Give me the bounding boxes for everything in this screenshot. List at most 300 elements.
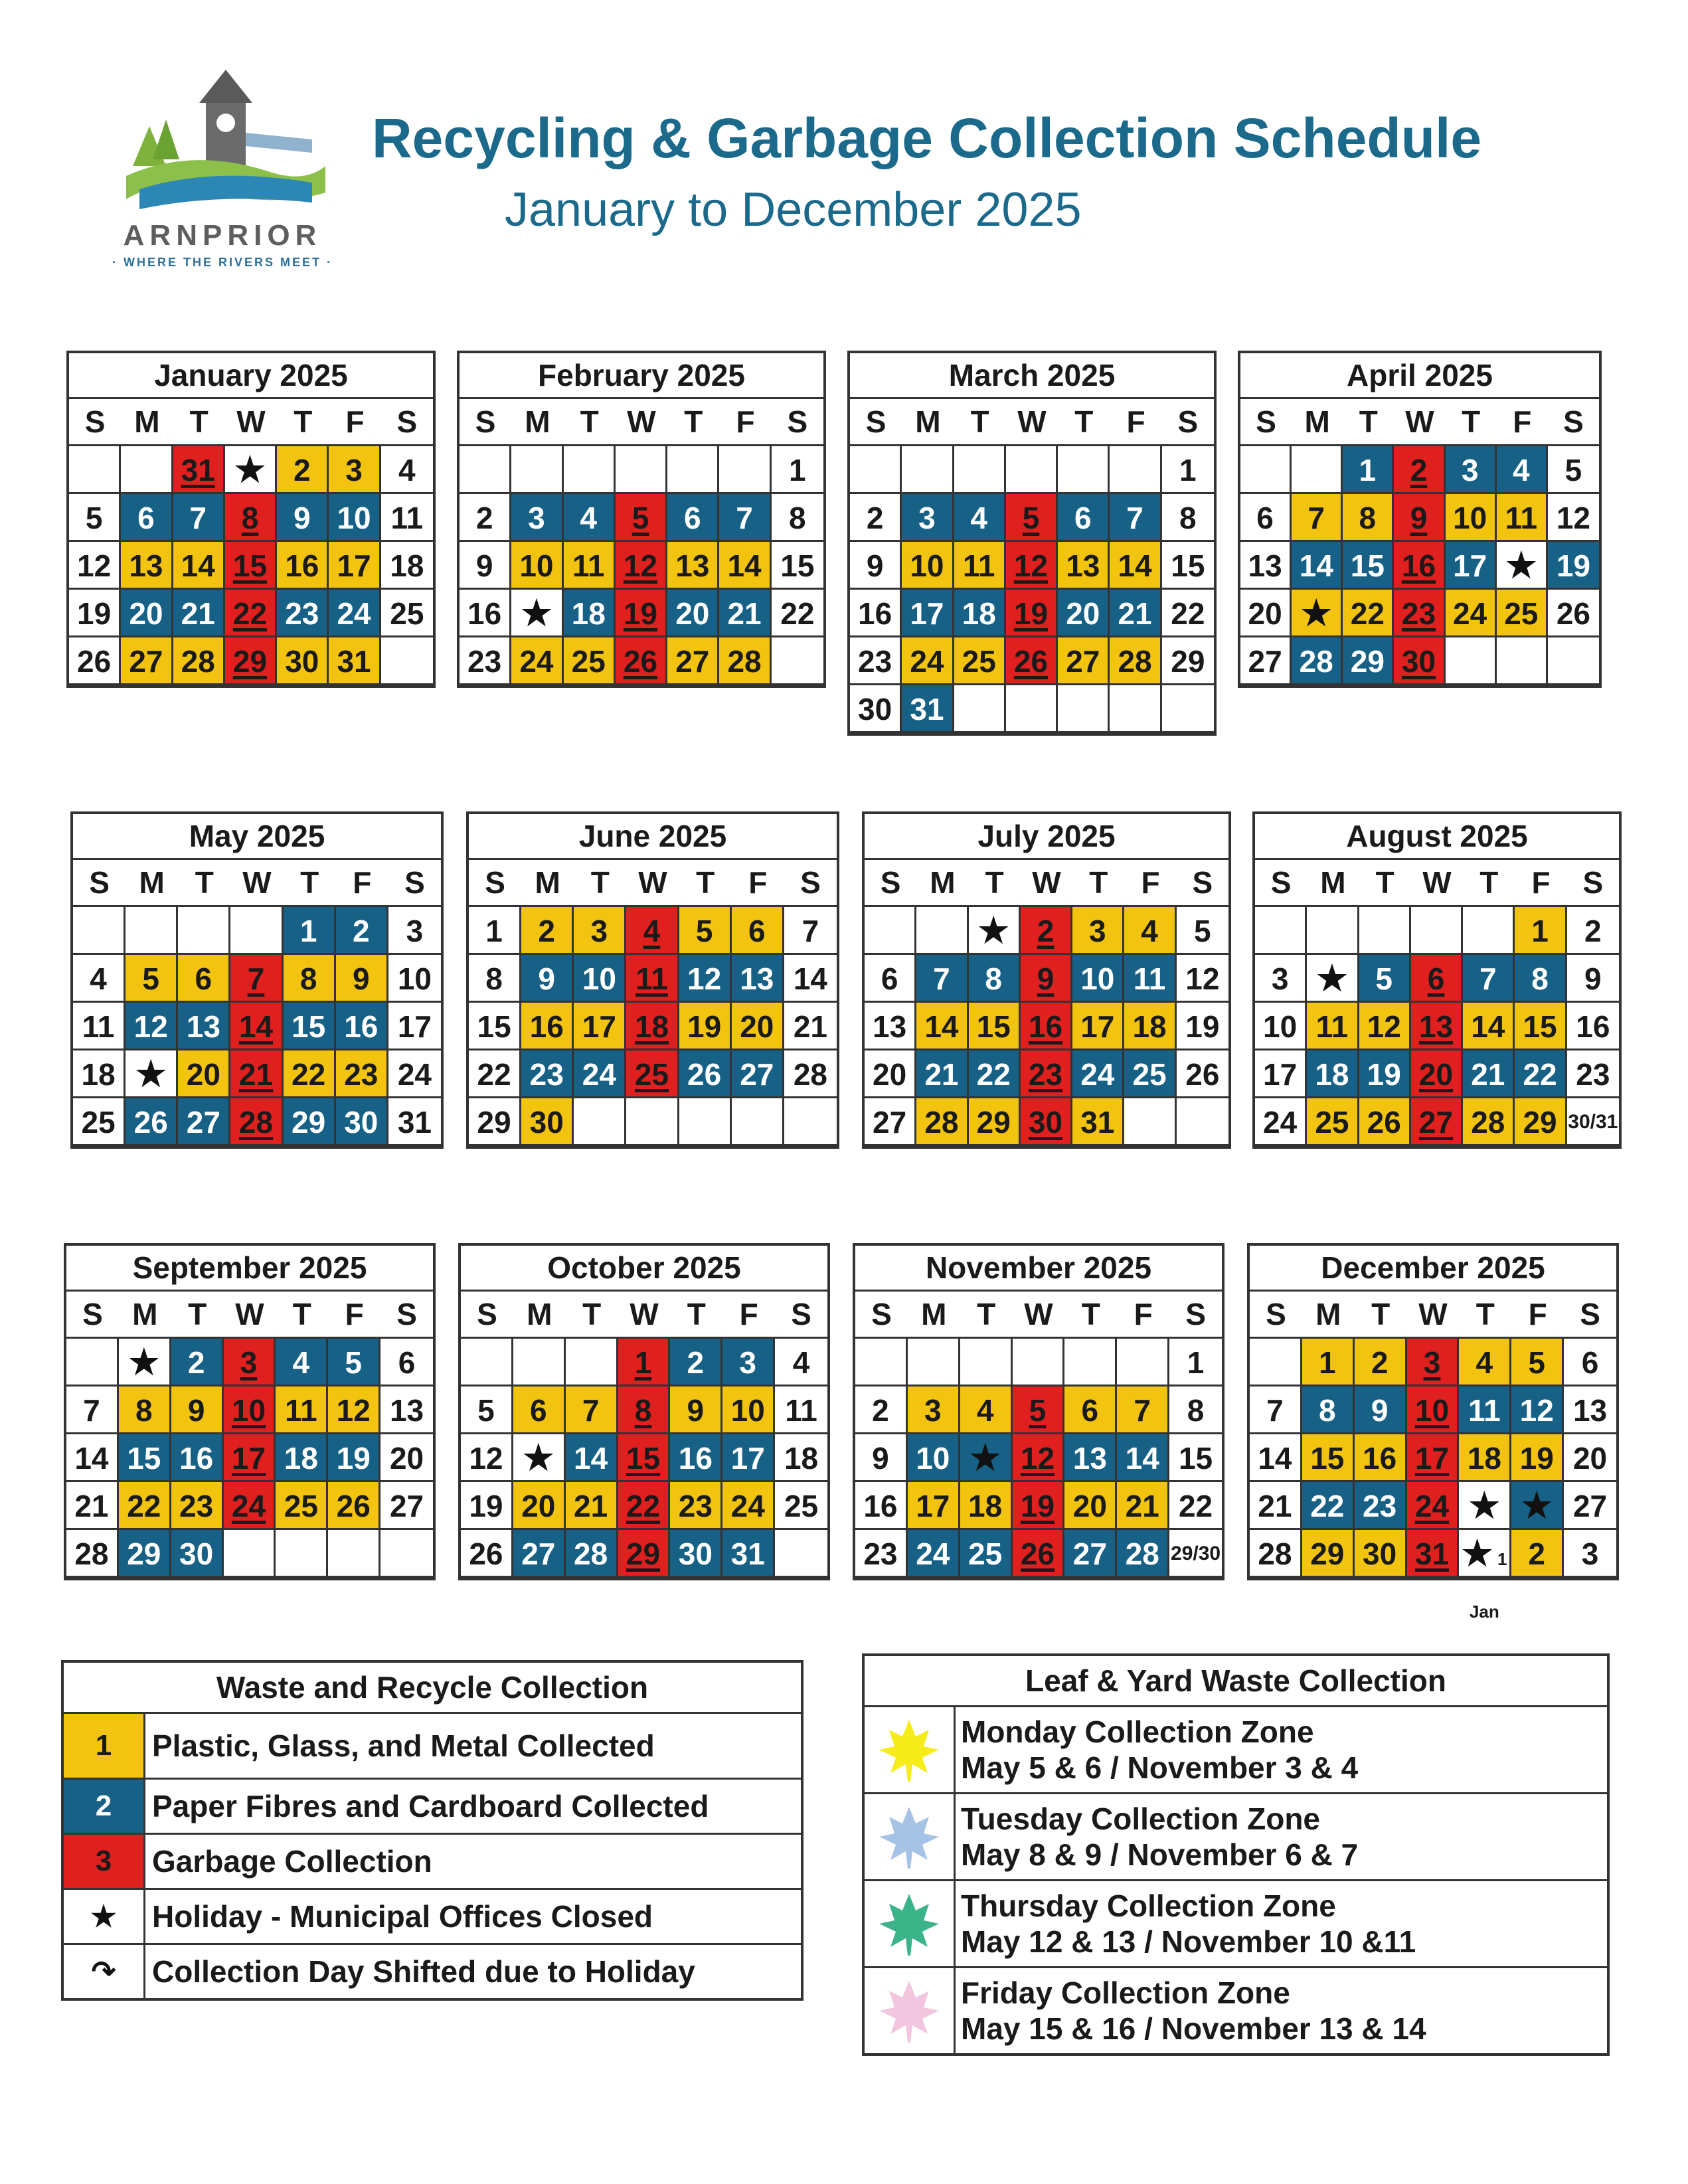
weekday-label: F [739, 1297, 758, 1331]
day-cell: 11 [1124, 955, 1176, 1003]
day-grid [69, 446, 433, 685]
weekday-header [469, 860, 837, 907]
day-cell: 26 [1177, 1050, 1228, 1098]
page-title: Recycling & Garbage Collection Schedule [372, 107, 1482, 169]
day-cell: 15 [969, 1003, 1021, 1050]
empty-cell [461, 1339, 513, 1386]
day-cell: 8 [225, 494, 277, 542]
weekday-label: T [188, 1297, 207, 1331]
legend-label: Paper Fibres and Cardboard Collected [152, 1789, 709, 1823]
day-cell: 22 [772, 590, 823, 637]
day-cell: 17 [902, 590, 954, 637]
day-cell: 26 [461, 1530, 513, 1578]
weekday-label: S [404, 865, 425, 900]
leaf-legend-row [865, 1707, 1607, 1794]
day-cell: 14 [566, 1434, 618, 1482]
day-cell: 1 [1515, 907, 1566, 955]
empty-cell [679, 1098, 732, 1146]
day-cell: 27 [380, 1482, 433, 1530]
holiday-star-icon: ★ [969, 907, 1021, 955]
day-cell: 16 [1355, 1434, 1407, 1482]
month-name: November 2025 [855, 1246, 1222, 1292]
day-cell: 24 [224, 1482, 276, 1530]
weekday-label: S [1177, 404, 1199, 439]
day-cell: 5 [461, 1386, 513, 1434]
empty-cell [719, 446, 771, 494]
weekday-label: T [1359, 404, 1378, 439]
weekday-label: S [485, 865, 505, 900]
maple-leaf-icon [865, 1707, 956, 1792]
day-cell: 9 [1394, 494, 1445, 542]
holiday-star-icon: ★ [1459, 1482, 1511, 1530]
day-grid [855, 1339, 1222, 1578]
waste-legend [61, 1660, 803, 2001]
day-cell: 14 [1463, 1003, 1515, 1050]
day-cell: 9 [171, 1386, 224, 1434]
day-cell: 20 [1240, 590, 1292, 637]
day-cell: 10 [908, 1434, 960, 1482]
day-cell: 18 [73, 1050, 126, 1098]
day-cell: 5 [328, 1339, 380, 1386]
day-cell: 21 [66, 1482, 119, 1530]
day-cell: 29 [1343, 637, 1394, 685]
day-cell: 19 [1013, 1482, 1065, 1530]
day-cell: 9 [1355, 1386, 1407, 1434]
leaf-zone-dates: May 8 & 9 / November 6 & 7 [961, 1837, 1359, 1872]
day-cell: 28 [1110, 637, 1161, 685]
day-cell: 12 [616, 542, 667, 590]
day-cell: 26 [679, 1050, 732, 1098]
weekday-label: S [1270, 865, 1292, 900]
day-cell: 13 [1058, 542, 1110, 590]
day-cell: 1 [1162, 446, 1214, 494]
day-cell: 24 [908, 1530, 960, 1578]
day-cell: 18 [1124, 1003, 1176, 1050]
day-cell: 28 [916, 1098, 968, 1146]
day-cell: 31 [173, 446, 225, 494]
day-cell: 16 [521, 1003, 574, 1050]
empty-cell [513, 1339, 566, 1386]
day-cell: 30 [171, 1530, 224, 1578]
day-cell: 9 [670, 1386, 722, 1434]
empty-cell [230, 907, 283, 955]
weekday-label: M [1315, 1297, 1341, 1331]
day-cell: 3 [388, 907, 441, 955]
day-cell: 2 [1394, 446, 1445, 494]
day-cell: 16 [850, 590, 902, 637]
empty-cell [1359, 907, 1411, 955]
day-cell: 1 [772, 446, 823, 494]
empty-cell [916, 907, 968, 955]
month-calendar [70, 811, 444, 1149]
waste-legend-row [64, 1780, 801, 1835]
day-cell: 23 [1567, 1050, 1619, 1098]
day-cell: 3 [1407, 1339, 1460, 1386]
weekday-label: T [580, 404, 599, 439]
day-cell: 10 [722, 1386, 775, 1434]
empty-cell [66, 1339, 119, 1386]
holiday-star-icon: ★ [1307, 955, 1359, 1003]
day-cell: 26 [1548, 590, 1599, 637]
day-cell: 10 [511, 542, 563, 590]
day-cell: 31 [722, 1530, 775, 1578]
weekday-label: M [921, 1297, 947, 1331]
day-cell: 2 [1021, 907, 1072, 955]
empty-cell [1250, 1339, 1302, 1386]
day-cell: 21 [1117, 1482, 1169, 1530]
day-cell: 6 [1058, 494, 1110, 542]
day-cell: 26 [1006, 637, 1058, 685]
empty-cell [902, 446, 954, 494]
day-cell: 3 [1446, 446, 1497, 494]
day-cell: 1 [618, 1339, 671, 1386]
day-cell: 29 [119, 1530, 171, 1578]
day-cell: 9 [336, 955, 388, 1003]
day-cell: 28 [230, 1098, 283, 1146]
weekday-label: T [1081, 1297, 1100, 1331]
day-cell: 28 [66, 1530, 119, 1578]
leaf-legend-row [865, 1881, 1607, 1968]
empty-cell [276, 1530, 328, 1578]
logo-tagline: · WHERE THE RIVERS MEET · [112, 256, 333, 269]
day-cell: 1 [284, 907, 336, 955]
day-cell: 23 [855, 1530, 908, 1578]
day-grid [469, 907, 837, 1146]
day-cell: 25 [626, 1050, 679, 1098]
day-cell: 14 [1250, 1434, 1302, 1482]
weekday-label: T [590, 865, 610, 900]
legend-label: Plastic, Glass, and Metal Collected [152, 1728, 655, 1763]
day-grid [1250, 1339, 1616, 1622]
weekday-label: F [353, 865, 372, 900]
weekday-label: F [345, 1297, 364, 1331]
leaf-zone-name: Friday Collection Zone [961, 1975, 1290, 2010]
day-cell: 17 [1072, 1003, 1124, 1050]
leaf-zone-name: Thursday Collection Zone [961, 1889, 1336, 1923]
day-cell: 22 [1515, 1050, 1566, 1098]
day-cell: 19 [679, 1003, 732, 1050]
day-cell: 7 [916, 955, 968, 1003]
day-cell: 21 [916, 1050, 968, 1098]
day-cell: 31 [902, 685, 954, 733]
day-cell: 2 [855, 1386, 908, 1434]
empty-cell [73, 907, 126, 955]
day-cell: 3 [574, 907, 626, 955]
day-cell: 8 [1169, 1386, 1222, 1434]
day-cell: 16 [855, 1482, 908, 1530]
weekday-header [850, 399, 1214, 446]
empty-cell [616, 446, 667, 494]
day-cell: 2 [336, 907, 388, 955]
weekday-label: T [300, 865, 319, 900]
leaf-legend-row [865, 1968, 1607, 2053]
day-cell: 21 [784, 1003, 837, 1050]
day-grid [461, 1339, 827, 1578]
day-cell: 6 [865, 955, 916, 1003]
day-cell: 15 [618, 1434, 671, 1482]
day-cell: 5 [679, 907, 732, 955]
weekday-header [66, 1292, 433, 1339]
day-cell: 27 [667, 637, 719, 685]
day-cell: 3 [722, 1339, 775, 1386]
day-cell: 10 [902, 542, 954, 590]
logo-name: ARNPRIOR [123, 219, 322, 252]
empty-cell [1446, 637, 1497, 685]
day-cell: 28 [1250, 1530, 1302, 1578]
weekday-label: S [865, 404, 886, 439]
day-cell: 22 [225, 590, 277, 637]
day-cell: 12 [1006, 542, 1058, 590]
day-cell: 30 [336, 1098, 388, 1146]
day-cell: 27 [121, 637, 173, 685]
empty-cell [1058, 446, 1110, 494]
day-cell: 11 [1459, 1386, 1511, 1434]
empty-cell [380, 1530, 433, 1578]
page-subtitle: January to December 2025 [505, 183, 1082, 236]
month-name: August 2025 [1255, 814, 1619, 860]
holiday-star-icon: ★ [126, 1050, 178, 1098]
month-calendar [66, 351, 436, 688]
day-cell: 7 [566, 1386, 618, 1434]
day-cell: 8 [772, 494, 823, 542]
day-cell: 18 [564, 590, 616, 637]
day-cell: 7 [1250, 1386, 1302, 1434]
weekday-header [460, 399, 823, 446]
empty-cell [1110, 685, 1161, 733]
day-cell: 13 [1411, 1003, 1463, 1050]
day-cell: 29 [225, 637, 277, 685]
day-cell: 24 [902, 637, 954, 685]
weekday-label: S [1582, 865, 1604, 900]
weekday-label: F [1513, 404, 1532, 439]
day-cell: 12 [1177, 955, 1228, 1003]
day-cell: 10 [329, 494, 380, 542]
day-cell: 8 [1302, 1386, 1355, 1434]
empty-cell [1240, 446, 1292, 494]
weekday-label: T [294, 404, 313, 439]
weekday-label: W [630, 1297, 659, 1331]
day-cell: 8 [469, 955, 521, 1003]
day-cell: 23 [670, 1482, 722, 1530]
day-cell: 30/31 [1567, 1098, 1619, 1146]
day-cell: 12 [1548, 494, 1599, 542]
empty-cell [1110, 446, 1161, 494]
day-cell: 23 [277, 590, 329, 637]
weekday-label: M [527, 1297, 552, 1331]
day-cell: 14 [230, 1003, 283, 1050]
day-cell: 14 [1292, 542, 1343, 590]
holiday-star-icon: ★ 1 Jan [1459, 1530, 1511, 1578]
day-cell: 3 [1072, 907, 1124, 955]
day-cell: 3 [908, 1386, 960, 1434]
weekday-label: T [292, 1297, 311, 1331]
day-cell: 30 [670, 1530, 722, 1578]
empty-cell [1058, 685, 1110, 733]
maple-leaf-icon [865, 1968, 956, 2053]
day-cell: 19 [1006, 590, 1058, 637]
day-cell: 22 [1162, 590, 1214, 637]
day-cell: 18 [1307, 1050, 1359, 1098]
weekday-label: S [1192, 865, 1213, 900]
day-cell: 13 [178, 1003, 230, 1050]
month-name: June 2025 [469, 814, 837, 860]
day-cell: 4 [1497, 446, 1548, 494]
day-cell: 14 [1110, 542, 1161, 590]
day-cell: 29 [969, 1098, 1021, 1146]
day-cell: 5 [1548, 446, 1599, 494]
day-cell: 15 [772, 542, 823, 590]
holiday-star-icon: ★ [960, 1434, 1013, 1482]
weekday-label: F [1528, 1297, 1547, 1331]
day-cell: 5 [126, 955, 178, 1003]
day-cell: 16 [1567, 1003, 1619, 1050]
weekday-label: T [687, 1297, 706, 1331]
weekday-label: F [748, 865, 768, 900]
weekday-label: M [915, 404, 941, 439]
weekday-label: F [1126, 404, 1145, 439]
day-cell: 8 [1515, 955, 1566, 1003]
day-cell: 13 [1064, 1434, 1117, 1482]
day-cell: 13 [121, 542, 173, 590]
day-cell: 20 [1564, 1434, 1616, 1482]
day-cell: 11 [1307, 1003, 1359, 1050]
day-cell: 4 [1459, 1339, 1511, 1386]
day-cell: 9 [460, 542, 511, 590]
leaf-zone-name: Monday Collection Zone [961, 1715, 1314, 1749]
day-cell: 18 [775, 1434, 827, 1482]
holiday-star-icon: ★ [1292, 590, 1343, 637]
day-cell: 16 [336, 1003, 388, 1050]
day-cell: 15 [1162, 542, 1214, 590]
month-name: April 2025 [1240, 353, 1599, 399]
day-cell: 25 [775, 1482, 827, 1530]
day-cell: 17 [224, 1434, 276, 1482]
weekday-label: S [82, 1297, 103, 1331]
weekday-label: M [535, 865, 560, 900]
day-cell: 18 [626, 1003, 679, 1050]
day-cell: 15 [225, 542, 277, 590]
day-cell: 29 [1515, 1098, 1566, 1146]
day-cell: 26 [616, 637, 667, 685]
day-cell: 13 [667, 542, 719, 590]
day-cell: 21 [719, 590, 771, 637]
day-cell: 7 [1117, 1386, 1169, 1434]
empty-cell [381, 637, 433, 685]
day-cell: 28 [566, 1530, 618, 1578]
day-cell: 5 [1177, 907, 1228, 955]
empty-cell [850, 446, 902, 494]
empty-cell [954, 685, 1006, 733]
day-cell: 6 [513, 1386, 566, 1434]
leaf-legend-title: Leaf & Yard Waste Collection [865, 1656, 1607, 1707]
day-cell: 1 [1302, 1339, 1355, 1386]
weekday-label: S [791, 1297, 811, 1331]
weekday-header [855, 1292, 1222, 1339]
day-cell: 31 [1407, 1530, 1460, 1578]
empty-cell [566, 1339, 618, 1386]
day-cell: 27 [1411, 1098, 1463, 1146]
day-cell: 21 [230, 1050, 283, 1098]
empty-cell [1064, 1339, 1117, 1386]
empty-cell [775, 1530, 827, 1578]
empty-cell [732, 1098, 784, 1146]
day-cell: 23 [171, 1482, 224, 1530]
day-cell: 25 [73, 1098, 126, 1146]
day-cell: 1 [1169, 1339, 1222, 1386]
day-cell: 18 [954, 590, 1006, 637]
month-name: February 2025 [460, 353, 823, 399]
day-cell: 14 [66, 1434, 119, 1482]
day-cell: 10 [388, 955, 441, 1003]
day-cell: 4 [381, 446, 433, 494]
month-calendar [466, 811, 839, 1149]
day-cell: 15 [1343, 542, 1394, 590]
day-cell: 24 [1072, 1050, 1124, 1098]
weekday-label: M [139, 865, 165, 900]
day-cell: 5 [69, 494, 121, 542]
weekday-label: M [134, 404, 160, 439]
month-calendar [853, 1243, 1224, 1580]
day-cell: 4 [276, 1339, 328, 1386]
day-cell: 7 [784, 907, 837, 955]
day-cell: 13 [1240, 542, 1292, 590]
day-cell: 12 [1511, 1386, 1564, 1434]
day-cell: 10 [224, 1386, 276, 1434]
day-cell: 29/30 [1169, 1530, 1222, 1578]
day-cell: 29 [469, 1098, 521, 1146]
empty-cell [121, 446, 173, 494]
weekday-label: M [1320, 865, 1346, 900]
month-calendar [457, 351, 826, 688]
legend-swatch: 2 [64, 1780, 145, 1833]
day-cell: 20 [380, 1434, 433, 1482]
day-cell: 25 [276, 1482, 328, 1530]
day-cell: 20 [1058, 590, 1110, 637]
empty-cell [772, 637, 823, 685]
day-cell: 3 [224, 1339, 276, 1386]
day-cell: 20 [178, 1050, 230, 1098]
weekday-label: T [1089, 865, 1108, 900]
day-cell: 21 [1463, 1050, 1515, 1098]
weekday-label: T [1479, 865, 1499, 900]
empty-cell [1255, 907, 1307, 955]
day-cell: 27 [732, 1050, 784, 1098]
day-cell: 20 [1411, 1050, 1463, 1098]
weekday-label: F [1531, 865, 1551, 900]
empty-cell [328, 1530, 380, 1578]
day-cell: 8 [618, 1386, 671, 1434]
day-cell: 21 [566, 1482, 618, 1530]
weekday-label: F [736, 404, 755, 439]
empty-cell [960, 1339, 1013, 1386]
weekday-header [73, 860, 441, 907]
leaf-zone-dates: May 15 & 16 / November 13 & 14 [961, 2011, 1426, 2046]
weekday-label: S [396, 404, 418, 439]
holiday-star-icon: ★ [1497, 542, 1548, 590]
weekday-label: M [525, 404, 550, 439]
day-cell: 23 [460, 637, 511, 685]
day-cell: 20 [732, 1003, 784, 1050]
day-cell: 11 [1497, 494, 1548, 542]
day-cell: 15 [469, 1003, 521, 1050]
day-cell: 13 [865, 1003, 916, 1050]
day-cell: 26 [1359, 1098, 1411, 1146]
weekday-label: T [189, 404, 209, 439]
day-cell: 8 [1343, 494, 1394, 542]
weekday-label: S [1563, 404, 1584, 439]
day-cell: 19 [616, 590, 667, 637]
day-cell: 5 [1359, 955, 1411, 1003]
